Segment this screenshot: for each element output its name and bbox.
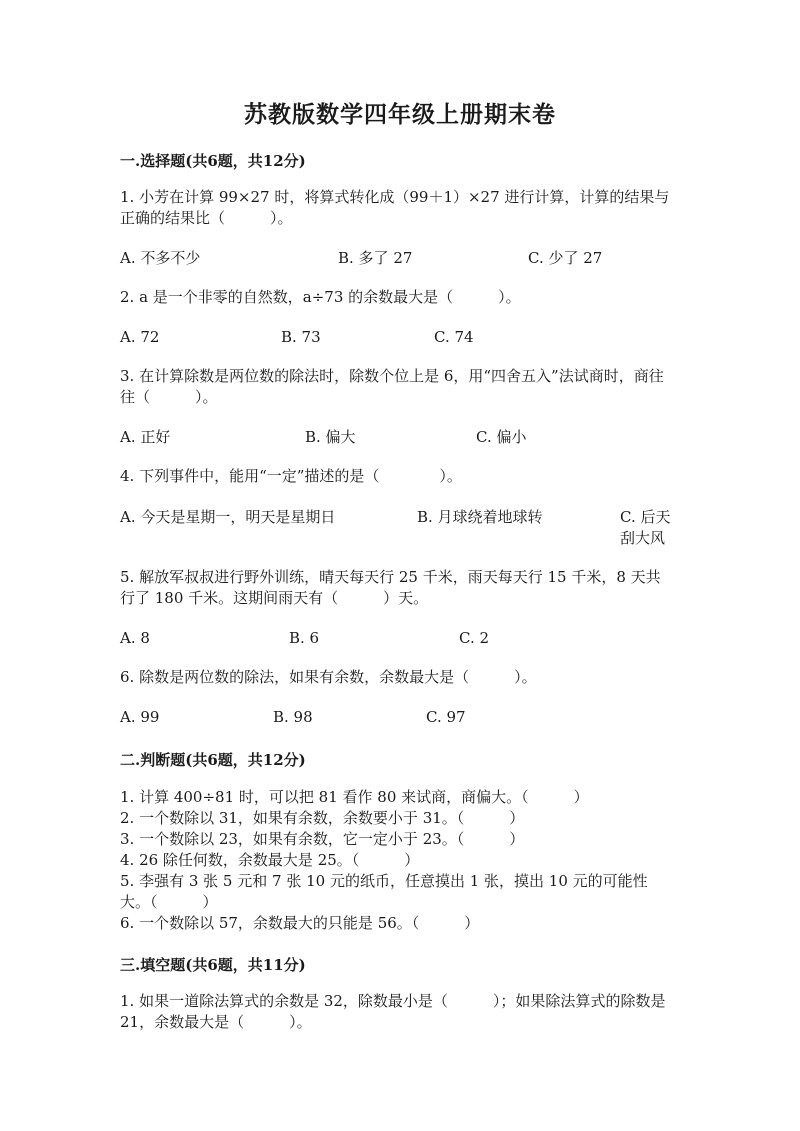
- option-c[interactable]: C. 97: [426, 708, 466, 726]
- judgment-item: 3. 一个数除以 23，如果有余数，它一定小于 23。（ ）: [120, 830, 525, 848]
- question-stem: 5. 解放军叔叔进行野外训练，晴天每天行 25 千米，雨天每天行 15 千米，8 天共行了 180 千米。这期间雨天有（ ）天。: [120, 568, 661, 607]
- judgment-item: 5. 李强有 3 张 5 元和 7 张 10 元的纸币，任意摸出 1 张，摸出 10 元的可能性大。（ ）: [120, 872, 648, 911]
- option-b[interactable]: B. 偏大: [305, 428, 356, 446]
- options-row: [120, 707, 680, 728]
- option-a[interactable]: A. 99: [120, 708, 160, 726]
- question-stem: 4. 下列事件中，能用“一定”描述的是（ ）。: [120, 467, 462, 485]
- judgment-item: 2. 一个数除以 31，如果有余数，余数要小于 31。（ ）: [120, 809, 525, 827]
- options-row: [120, 248, 680, 269]
- option-b[interactable]: B. 6: [289, 629, 320, 647]
- option-c[interactable]: C. 74: [434, 328, 474, 346]
- options-row: [120, 427, 680, 448]
- options-row: [120, 628, 680, 649]
- section-heading-judgment: 二.判断题(共6题，共12分): [120, 751, 306, 769]
- question-stem: 1. 小芳在计算 99×27 时，将算式转化成（99＋1）×27 进行计算，计算的结果与正确的结果比（ ）。: [120, 188, 670, 227]
- judgment-item: 6. 一个数除以 57，余数最大的只能是 56。（ ）: [120, 914, 480, 932]
- section-heading-fill-blank: 三.填空题(共6题，共11分): [120, 956, 306, 974]
- options-row: [120, 507, 680, 547]
- option-a[interactable]: A. 8: [120, 629, 150, 647]
- option-c[interactable]: C. 2: [459, 629, 490, 647]
- judgment-item: 1. 计算 400÷81 时，可以把 81 看作 80 来试商，商偏大。（ ）: [120, 788, 589, 806]
- option-c[interactable]: [620, 507, 680, 549]
- option-a[interactable]: A. 不多不少: [120, 249, 201, 267]
- fill-blank-item: 1. 如果一道除法算式的余数是 32，除数最小是（ ）；如果除法算式的除数是 21，余数最大是（ ）。: [120, 992, 666, 1031]
- judgment-item: 4. 26 除任何数，余数最大是 25。（ ）: [120, 851, 420, 869]
- option-a[interactable]: A. 72: [120, 328, 160, 346]
- option-b[interactable]: B. 98: [273, 708, 313, 726]
- option-b[interactable]: B. 73: [281, 328, 321, 346]
- question-stem: 6. 除数是两位数的除法，如果有余数，余数最大是（ ）。: [120, 668, 537, 686]
- question-stem: 3. 在计算除数是两位数的除法时，除数个位上是 6，用“四舍五入”法试商时，商往往（ ）。: [120, 367, 664, 406]
- option-c[interactable]: C. 偏小: [476, 428, 527, 446]
- option-a[interactable]: A. 正好: [120, 428, 171, 446]
- option-b[interactable]: B. 月球绕着地球转: [417, 508, 543, 526]
- options-row: [120, 327, 680, 348]
- question-stem: 2. a 是一个非零的自然数，a÷73 的余数最大是（ ）。: [120, 288, 521, 306]
- option-c-text: C. 后天刮大风: [620, 508, 671, 547]
- section-heading-choice: 一.选择题(共6题，共12分): [120, 152, 306, 170]
- option-a[interactable]: A. 今天是星期一，明天是星期日: [120, 508, 336, 526]
- option-b[interactable]: B. 多了 27: [338, 249, 413, 267]
- exam-title: 苏教版数学四年级上册期末卷: [244, 101, 556, 128]
- option-c[interactable]: C. 少了 27: [528, 249, 603, 267]
